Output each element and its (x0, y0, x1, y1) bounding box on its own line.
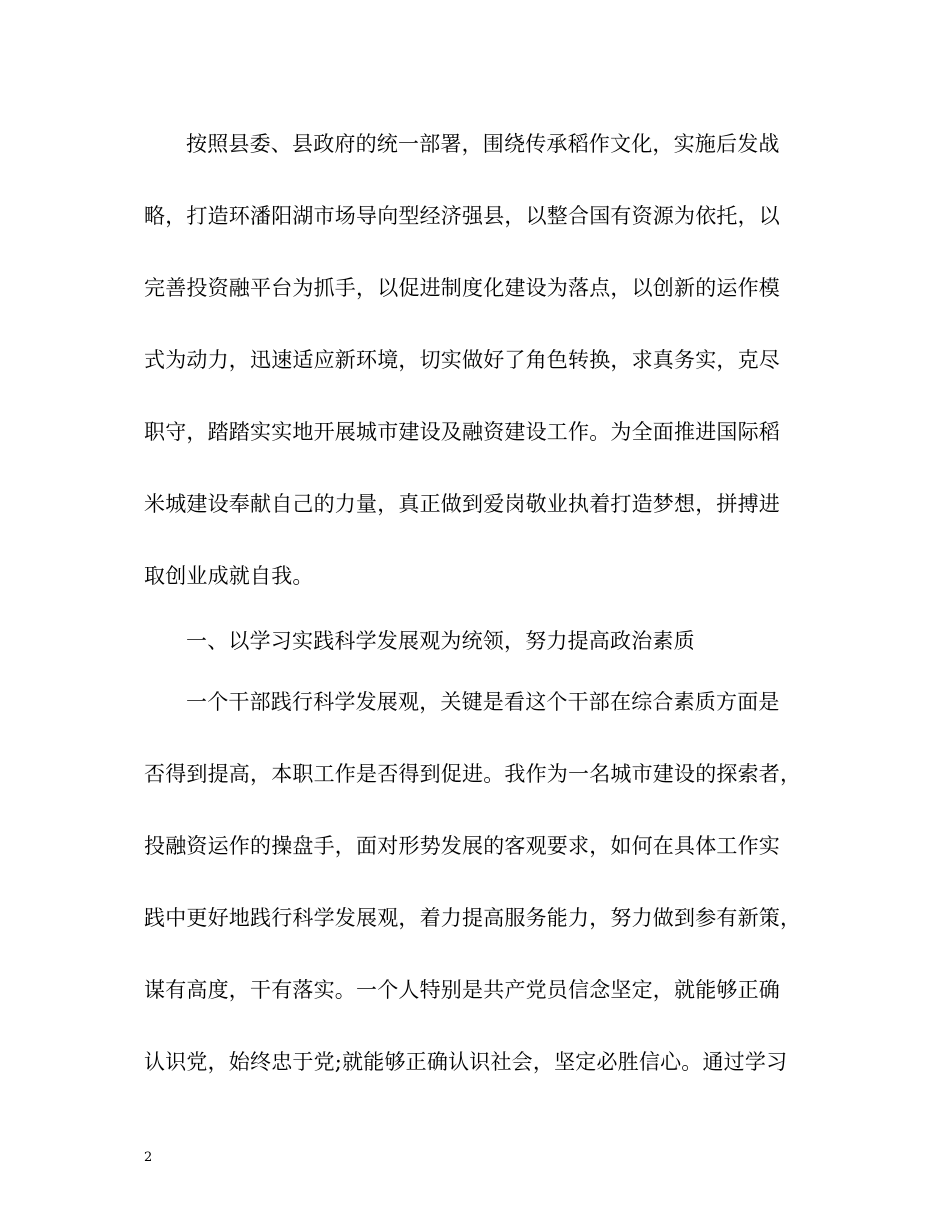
paragraph-line: 一个干部践行科学发展观，关键是看这个干部在综合素质方面是 (186, 690, 780, 714)
paragraph-line: 略，打造环潘阳湖市场导向型经济强县，以整合国有资源为依托，以 (144, 204, 780, 228)
paragraph-line: 完善投资融平台为抓手，以促进制度化建设为落点，以创新的运作模 (144, 276, 780, 300)
paragraph-line: 谋有高度，干有落实。一个人特别是共产党员信念坚定，就能够正确 (144, 978, 780, 1002)
paragraph-line: 米城建设奉献自己的力量，真正做到爱岗敬业执着打造梦想，拼搏进 (144, 492, 780, 516)
paragraph-line: 取创业成就自我。 (144, 564, 314, 588)
paragraph-line: 否得到提高，本职工作是否得到促进。我作为一名城市建设的探索者， (144, 762, 802, 786)
paragraph-line: 践中更好地践行科学发展观，着力提高服务能力，努力做到参有新策， (144, 906, 802, 930)
paragraph-line: 式为动力，迅速适应新环境，切实做好了角色转换，求真务实，克尽 (144, 348, 780, 372)
paragraph-line: 按照县委、县政府的统一部署，围绕传承稻作文化，实施后发战 (186, 132, 780, 156)
section-heading: 一、以学习实践科学发展观为统领，努力提高政治素质 (186, 629, 695, 653)
page-number: 2 (144, 1150, 153, 1165)
paragraph-line: 认识党，始终忠于党;就能够正确认识社会，坚定必胜信心。通过学习 (144, 1050, 788, 1074)
paragraph-line: 投融资运作的操盘手，面对形势发展的客观要求，如何在具体工作实 (144, 834, 780, 858)
paragraph-line: 职守，踏踏实实地开展城市建设及融资建设工作。为全面推进国际稻 (144, 420, 780, 444)
